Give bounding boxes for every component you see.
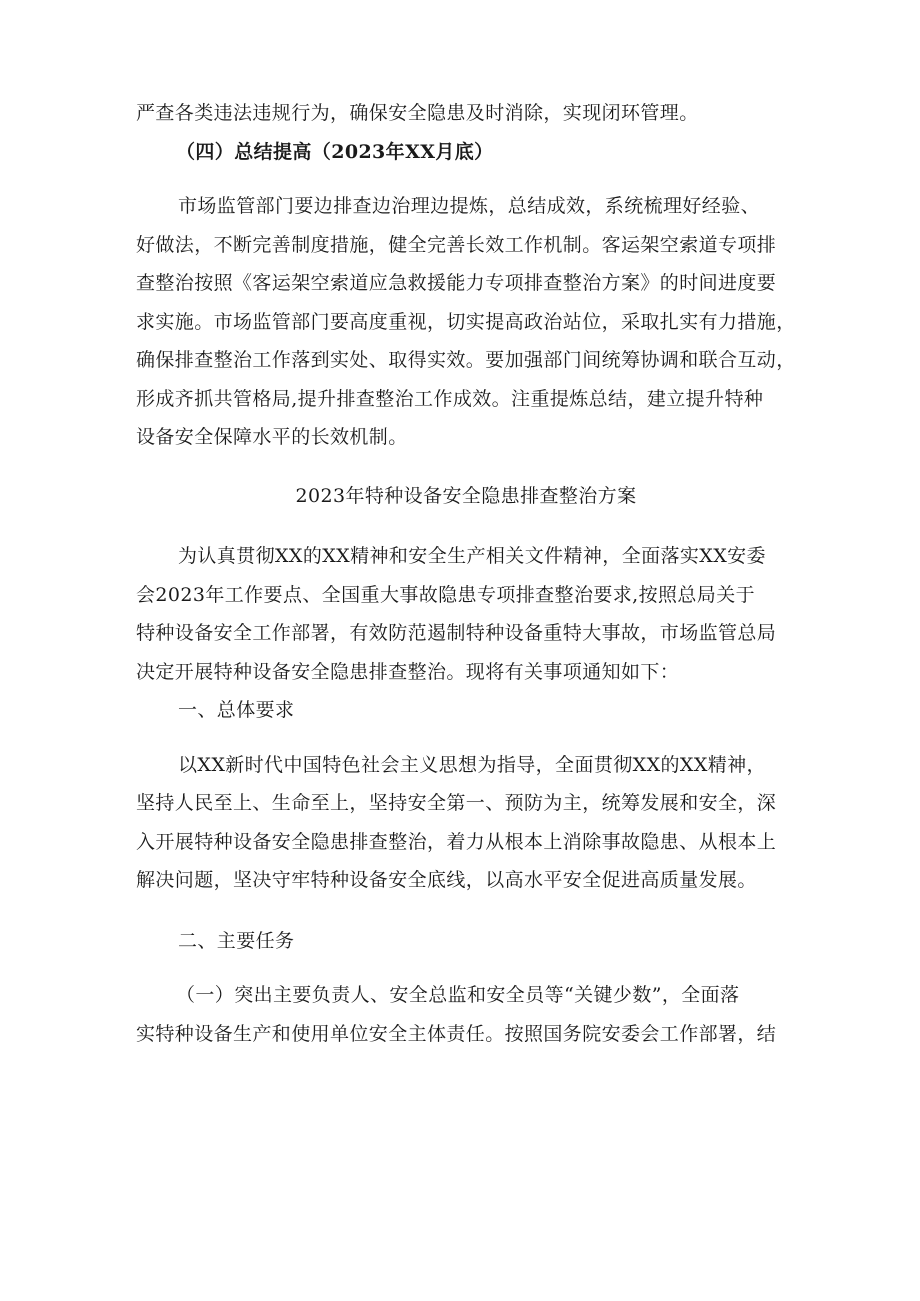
paragraph-line: 以XX新时代中国特色社会主义思想为指导，全面贯彻XX的XX精神，: [178, 753, 766, 776]
section-heading-summary: （四）总结提高（2023年XX月底）: [176, 140, 494, 163]
paragraph-line: 市场监管部门要边排查边治理边提炼，总结成效，系统梳理好经验、: [178, 195, 761, 217]
paragraph-line: 求实施。市场监管部门要高度重视，切实提高政治站位，采取扎实有力措施，: [136, 310, 796, 333]
section-heading-general-requirements: 一、总体要求: [178, 699, 295, 721]
paragraph-line: 设备安全保障水平的长效机制。: [136, 426, 408, 448]
section-heading-main-tasks: 二、主要任务: [178, 929, 295, 952]
paragraph-line: 查整治按照《客运架空索道应急救援能力专项排查整治方案》的时间进度要: [136, 272, 777, 294]
paragraph-line: 入开展特种设备安全隐患排查整治，着力从根本上消除事故隐患、从根本上: [136, 830, 777, 853]
paragraph-line: 会2023年工作要点、全国重大事故隐患专项排查整治要求,按照总局关于: [136, 583, 755, 606]
paragraph-line: 特种设备安全工作部署，有效防范遏制特种设备重特大事故，市场监管总局: [136, 622, 777, 644]
paragraph-line: 坚持人民至上、生命至上，坚持安全第一、预防为主，统筹发展和安全，深: [136, 792, 777, 814]
paragraph-line: （一）突出主要负责人、安全总监和安全员等“关键少数”，全面落: [176, 984, 740, 1006]
paragraph-line: 为认真贯彻XX的XX精神和安全生产相关文件精神，全面落实XX安委: [178, 545, 766, 567]
paragraph-line: 形成齐抓共管格局,提升排查整治工作成效。注重提炼总结，建立提升特种: [136, 387, 764, 410]
paragraph-line: 决定开展特种设备安全隐患排查整治。现将有关事项通知如下：: [136, 660, 680, 683]
paragraph-line: 好做法，不断完善制度措施，健全完善长效工作机制。客运架空索道专项排: [136, 233, 777, 256]
paragraph-line: 解决问题，坚决守牢特种设备安全底线，以高水平安全促进高质量发展。: [136, 869, 757, 891]
paragraph-line: 严查各类违法违规行为，确保安全隐患及时消除，实现闭环管理。: [136, 102, 699, 124]
paragraph-line: 确保排查整治工作落到实处、取得实效。要加强部门间统筹协调和联合互动，: [136, 349, 796, 371]
paragraph-line: 实特种设备生产和使用单位安全主体责任。按照国务院安委会工作部署，结: [136, 1022, 777, 1045]
document-body: [136, 94, 796, 1053]
document-title: 2023年特种设备安全隐患排查整治方案: [295, 484, 637, 507]
